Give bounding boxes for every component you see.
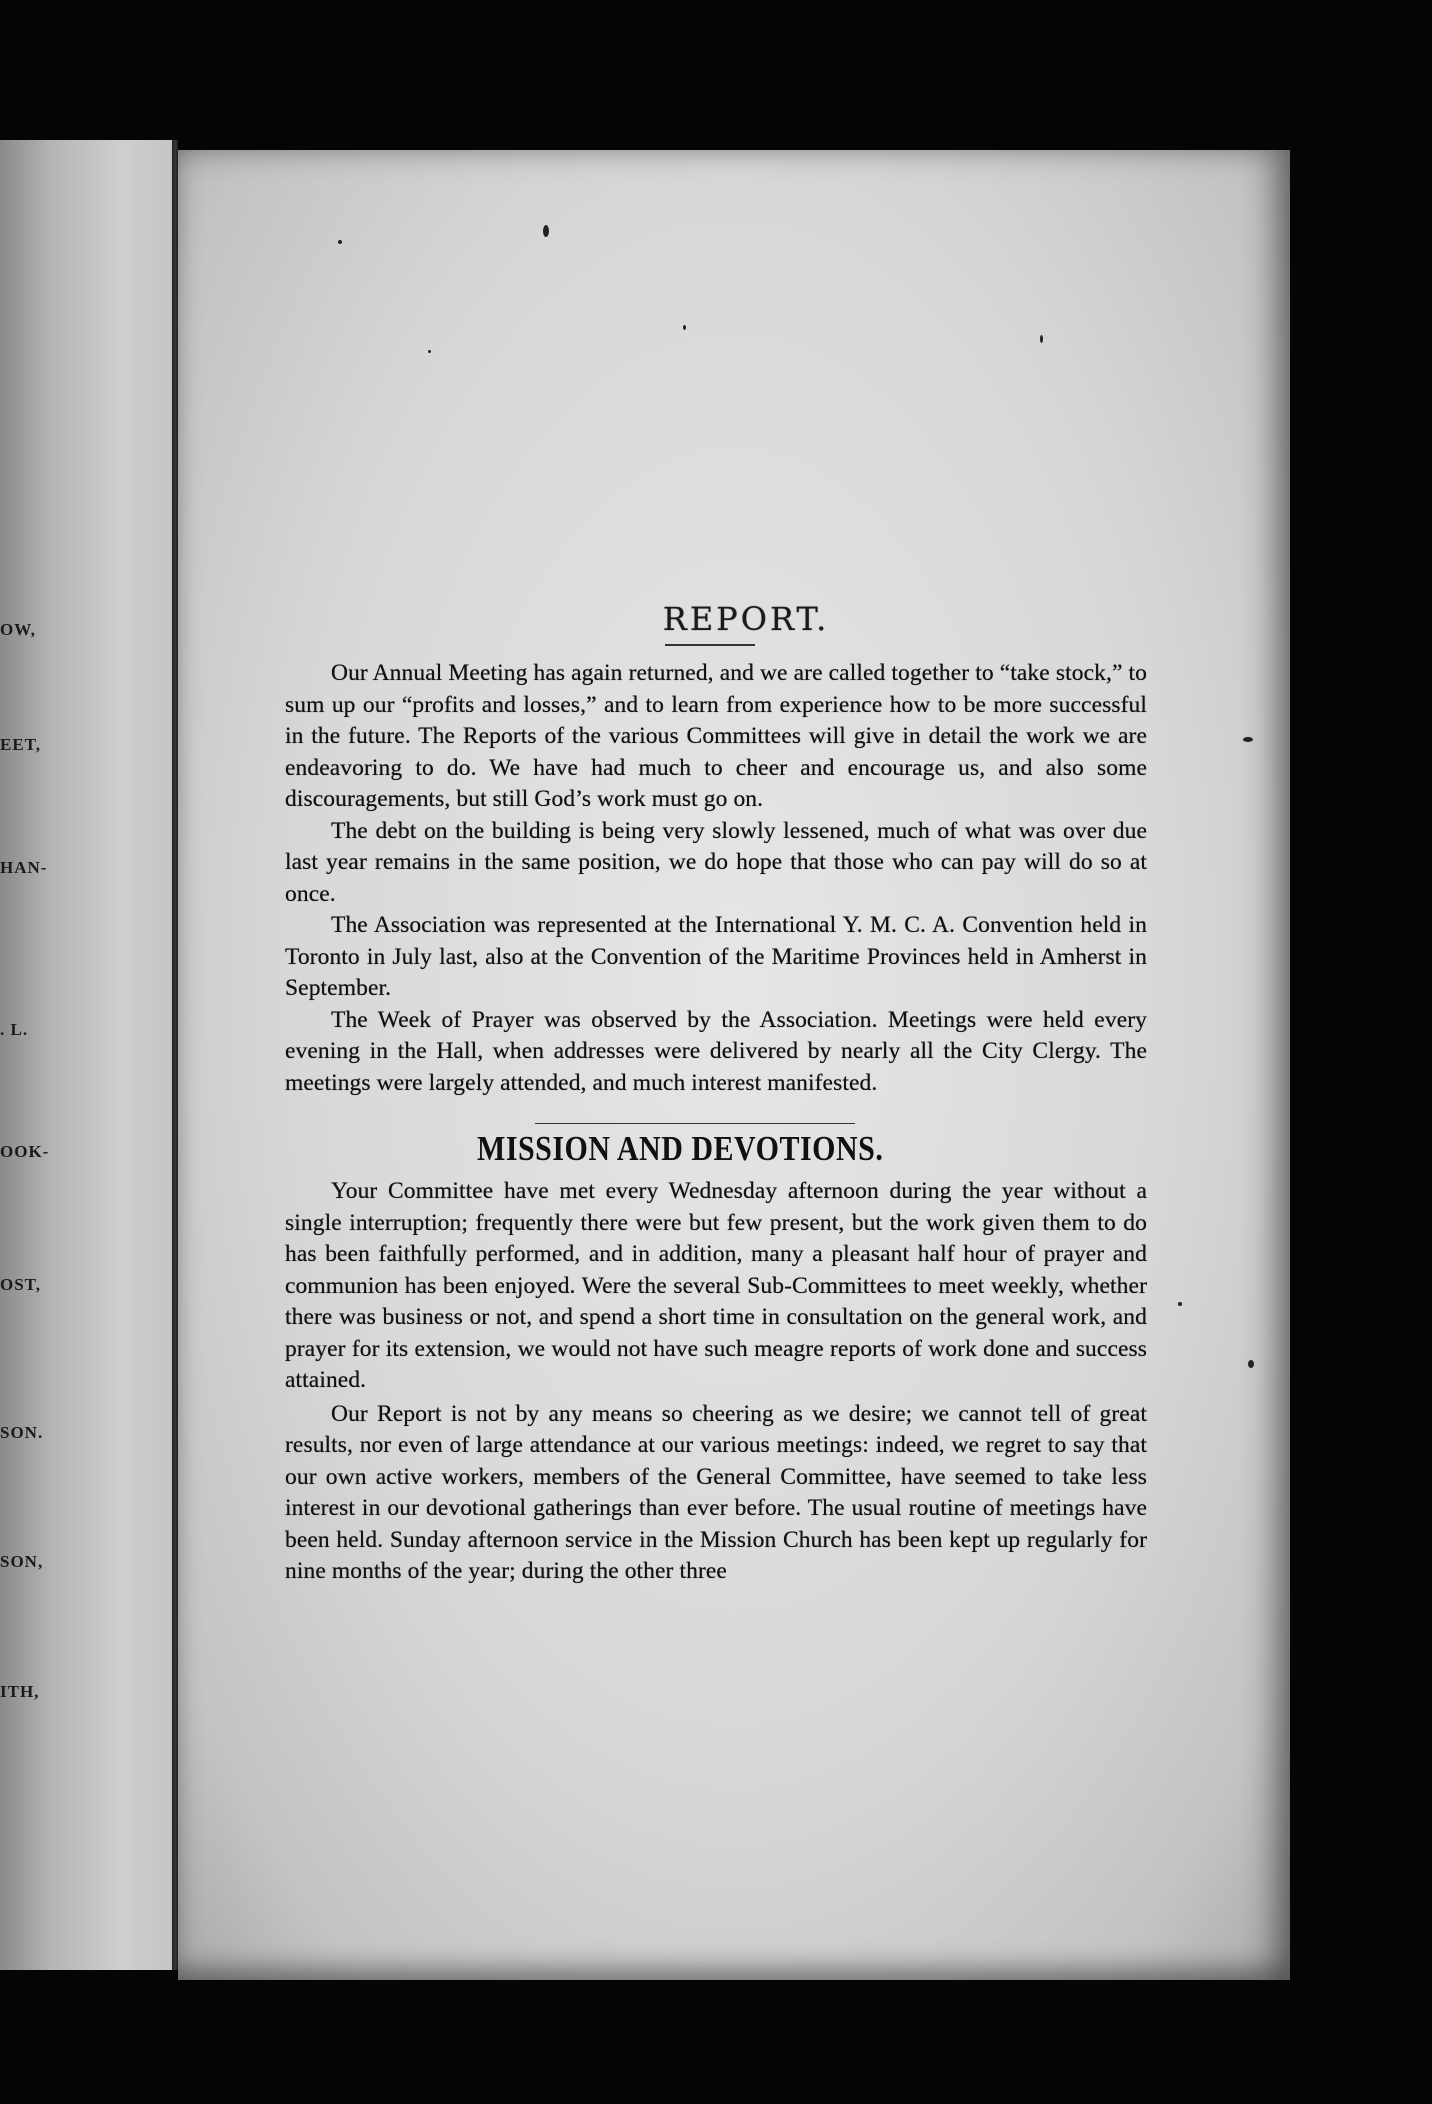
mission-heading: MISSION AND DEVOTIONS. bbox=[477, 1130, 884, 1168]
page-fragment: OST, bbox=[0, 1275, 42, 1294]
page-fragment: ITH, bbox=[0, 1682, 40, 1701]
report-paragraph: Our Annual Meeting has again returned, and we are called together to “take stock,” to sum up our “profits and losses,” and to learn from experience how to be more successful in the future. The Reports of the various Committees will give in detail the work we are endeavoring to do. We have had much to cheer and encourage us, and also some discouragements, but still God’s work must go on. bbox=[285, 660, 1147, 812]
page-fragment: OOK- bbox=[0, 1142, 50, 1161]
page-fragment: EET, bbox=[0, 735, 42, 754]
page-fragment: HAN- bbox=[0, 858, 48, 877]
report-paragraph: The Association was represented at the International Y. M. C. A. Convention held in Toronto in July last, also at the Convention of the Maritime Provinces held in Amherst in September. bbox=[285, 912, 1147, 1001]
page-fragment: OW, bbox=[0, 620, 36, 639]
scanned-page bbox=[178, 150, 1290, 1980]
heading-rule bbox=[665, 644, 755, 646]
page-fragment: SON, bbox=[0, 1552, 44, 1571]
report-paragraph: The debt on the building is being very slowly lessened, much of what was over due last year remains in the same position, we do hope that those who can pay will do so at once. bbox=[285, 817, 1147, 907]
mission-paragraph: Our Report is not by any means so cheering as we desire; we cannot tell of great results, nor even of large attendance at our various meetings: indeed, we regret to say that our own active workers, members of the General Committee, have seemed to take less interest in our devotional gatherings than ever before. The usual routine of meetings have been held. Sunday afternoon service in the Mission Church has been kept up regularly for nine months of the year; during the other three bbox=[285, 1400, 1147, 1584]
page-fragment: . L. bbox=[0, 1020, 29, 1039]
previous-page-edge bbox=[0, 140, 175, 1970]
report-paragraph: The Week of Prayer was observed by the Association. Meetings were held every evening in the Hall, when addresses were delivered by nearly all the City Clergy. The meetings were largely attended, and much interest manifested. bbox=[285, 1006, 1147, 1096]
page-fragment: SON. bbox=[0, 1423, 44, 1442]
section-divider bbox=[535, 1123, 855, 1124]
report-heading: REPORT. bbox=[662, 600, 830, 638]
mission-paragraph: Your Committee have met every Wednesday afternoon during the year without a single interruption; frequently there were but few present, but the work given them to do has been faithfully performed, and in addition, many a pleasant half hour of prayer and communion has been enjoyed. Were the several Sub-Committees to meet weekly, whether there was business or not, and spend a short time in consultation on the general work, and prayer for its extension, we would not have such meagre reports of work done and success attained. bbox=[285, 1178, 1147, 1393]
page-content bbox=[285, 600, 1147, 1588]
